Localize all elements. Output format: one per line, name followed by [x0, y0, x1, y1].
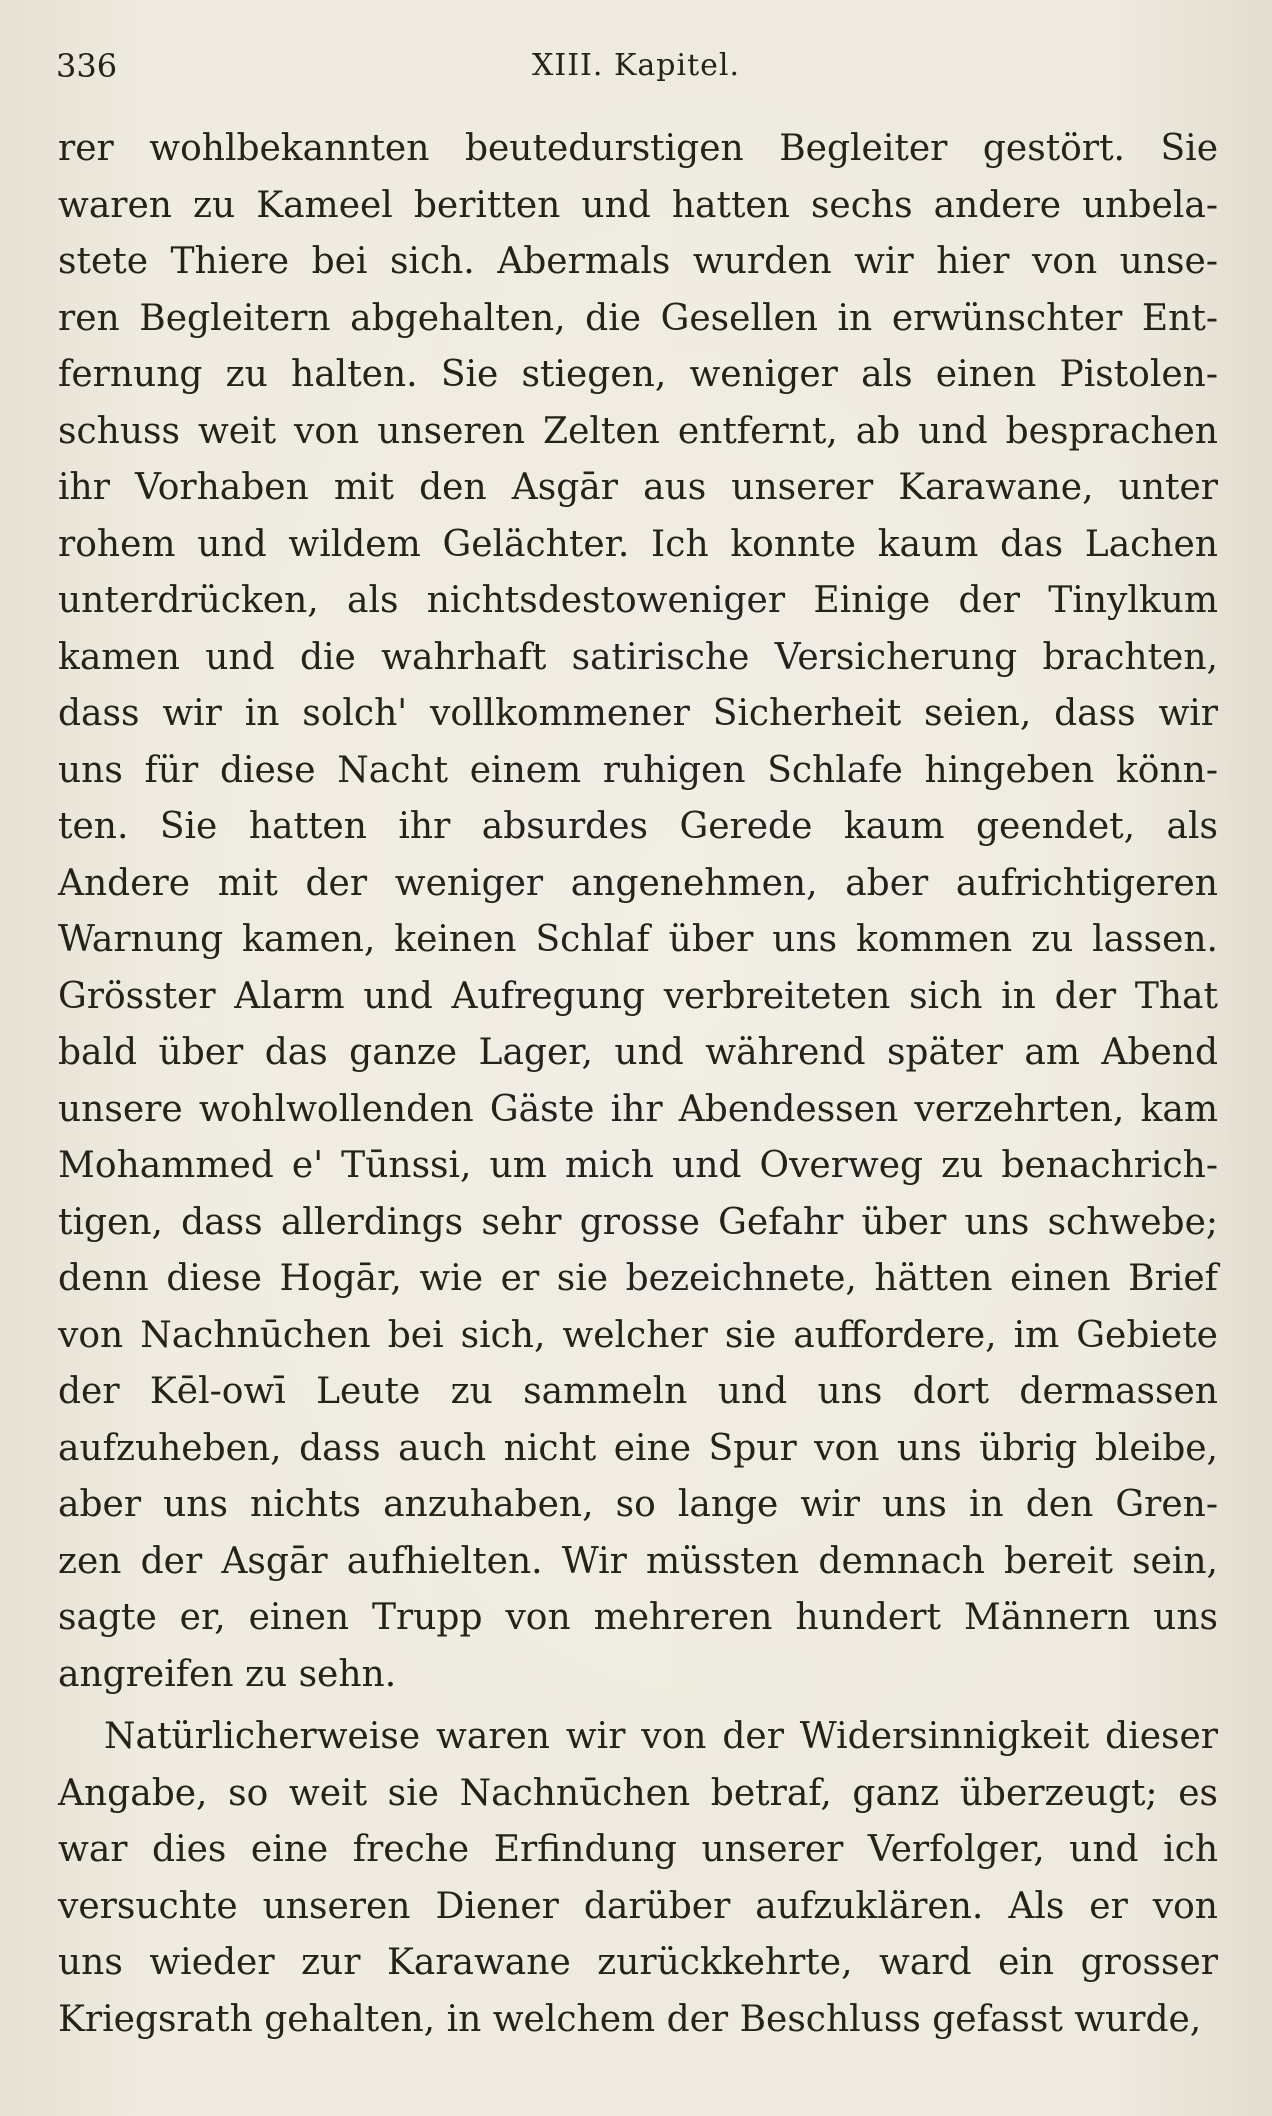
text-line: unsere wohlwollenden Gäste ihr Abendessen verzehrten, kam [58, 1088, 1218, 1130]
text-line: rer wohlbekannten beutedurstigen Begleiter gestört. Sie [58, 128, 1218, 169]
text-line: Natürlicherweise waren wir von der Widersinnigkeit dieser [104, 1716, 1218, 1757]
text-line: aufzuheben, dass auch nicht eine Spur von uns übrig bleibe, [58, 1427, 1218, 1469]
text-line: Grösster Alarm und Aufregung verbreiteten sich in der That [58, 975, 1218, 1017]
text-line: Andere mit der weniger angenehmen, aber aufrichtigeren [58, 862, 1218, 904]
text-line: ihr Vorhaben mit den Asgār aus unserer Karawane, unter [58, 467, 1218, 508]
page-header [56, 46, 1216, 86]
text-line: der Kēl-owī Leute zu sammeln und uns dort dermassen [58, 1371, 1218, 1412]
text-line: unterdrücken, als nichtsdestoweniger Einige der Tinylkum [58, 580, 1218, 621]
text-line: waren zu Kameel beritten und hatten sechs andere unbela- [58, 184, 1218, 226]
text-line: Angabe, so weit sie Nachnūchen betraf, ganz überzeugt; es [58, 1772, 1218, 1814]
text-line: schuss weit von unseren Zelten entfernt, ab und besprachen [58, 410, 1218, 452]
text-line: war dies eine freche Erfindung unserer Verfolger, und ich [58, 1829, 1218, 1870]
text-line: angreifen zu sehn. [58, 1653, 397, 1695]
text-line: stete Thiere bei sich. Abermals wurden wir hier von unse- [58, 241, 1218, 282]
text-line: Kriegsrath gehalten, in welchem der Beschluss gefasst wurde, [58, 1998, 1202, 2040]
text-line: ten. Sie hatten ihr absurdes Gerede kaum geendet, als [58, 806, 1218, 847]
text-line: uns für diese Nacht einem ruhigen Schlafe hingeben könn- [58, 749, 1218, 791]
text-line: ren Begleitern abgehalten, die Gesellen in erwünschter Ent- [58, 297, 1218, 339]
text-line: tigen, dass allerdings sehr grosse Gefahr über uns schwebe; [58, 1201, 1218, 1243]
text-line: von Nachnūchen bei sich, welcher sie auffordere, im Gebiete [58, 1314, 1218, 1356]
text-line: rohem und wildem Gelächter. Ich konnte kaum das Lachen [58, 523, 1218, 565]
paragraph [58, 1709, 1218, 2048]
text-line: denn diese Hogār, wie er sie bezeichnete, hätten einen Brief [58, 1258, 1218, 1299]
text-line: bald über das ganze Lager, und während später am Abend [58, 1032, 1218, 1073]
running-head: XIII. Kapitel. [531, 48, 741, 83]
body-text [58, 121, 1218, 2048]
text-line: sagte er, einen Trupp von mehreren hundert Männern uns [58, 1597, 1218, 1638]
text-line: zen der Asgār aufhielten. Wir müssten demnach bereit sein, [58, 1540, 1218, 1582]
text-line: fernung zu halten. Sie stiegen, weniger als einen Pistolen- [58, 354, 1218, 395]
text-line: aber uns nichts anzuhaben, so lange wir uns in den Gren- [58, 1484, 1218, 1525]
text-line: kamen und die wahrhaft satirische Versicherung brachten, [58, 636, 1218, 678]
text-line: versuchte unseren Diener darüber aufzuklären. Als er von [58, 1885, 1218, 1927]
text-line: Mohammed e' Tūnssi, um mich und Overweg zu benachrich- [58, 1145, 1218, 1186]
paragraph [58, 121, 1218, 1703]
page-number: 336 [56, 47, 118, 85]
text-line: uns wieder zur Karawane zurückkehrte, ward ein grosser [58, 1942, 1218, 1983]
text-line: dass wir in solch' vollkommener Sicherheit seien, dass wir [58, 693, 1218, 734]
text-line: Warnung kamen, keinen Schlaf über uns kommen zu lassen. [58, 919, 1218, 960]
